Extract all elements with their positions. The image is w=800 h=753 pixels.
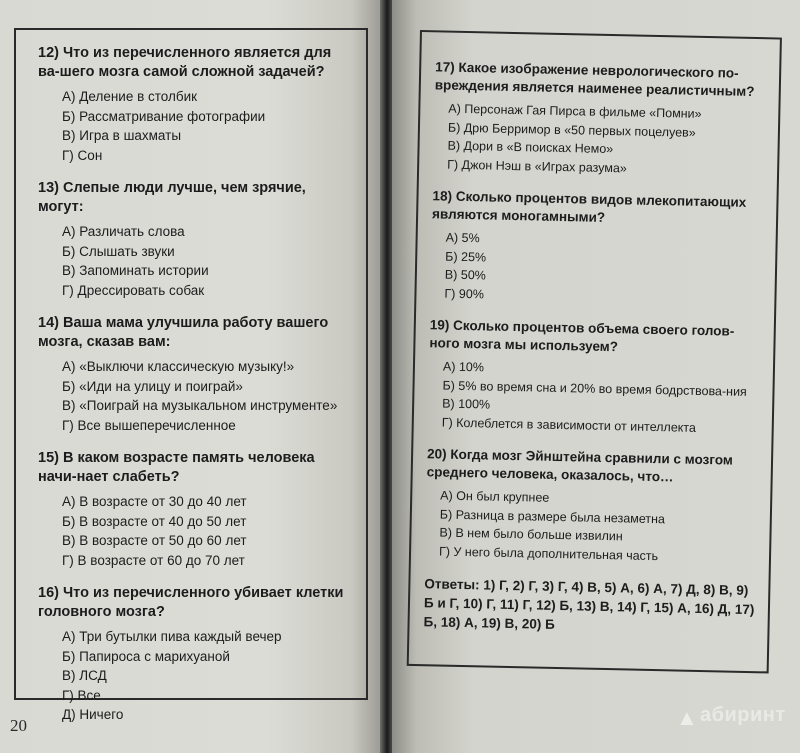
right-page-frame bbox=[407, 30, 782, 673]
answer-option: В) В нем было больше извилин bbox=[439, 525, 623, 544]
question-13 bbox=[38, 179, 350, 300]
answer-option: Б) Дрю Берримор в «50 первых поцелуев» bbox=[447, 120, 696, 140]
answer-option: Б) Рассматривание фотографии bbox=[62, 108, 266, 124]
answer-option: А) 5% bbox=[445, 230, 480, 246]
answer-option: Д) Ничего bbox=[62, 707, 124, 722]
question-title: 14) Ваша мама улучшила работу вашего мозга, сказав вам: bbox=[38, 315, 329, 350]
answer-option: Б) В возрасте от 40 до 50 лет bbox=[62, 513, 247, 529]
question-title: 20) Когда мозг Эйнштейна сравнили с мозгом среднего человека, оказалось, что… bbox=[426, 446, 733, 485]
answer-option: Б) Слышать звуки bbox=[62, 243, 175, 259]
answer-option: А) Различать слова bbox=[62, 224, 185, 239]
answer-option: В) В возрасте от 50 до 60 лет bbox=[62, 533, 247, 548]
question-12 bbox=[38, 44, 350, 165]
answer-option: Г) Все вышеперечисленное bbox=[62, 417, 236, 433]
labirint-logo-icon: ▲ bbox=[676, 705, 699, 730]
answer-option: Г) Колеблется в зависимости от интеллекта bbox=[441, 415, 697, 435]
answer-option: Г) Джон Нэш в «Играх разума» bbox=[447, 157, 627, 175]
right-page bbox=[392, 0, 800, 753]
answer-option: В) «Поиграй на музыкальном инструменте» bbox=[62, 398, 338, 413]
question-title: 19) Сколько процентов объема своего голов-ного мозга мы используем? bbox=[429, 317, 735, 355]
answer-option: А) Он был крупнее bbox=[440, 488, 550, 505]
answer-option: Г) Дрессировать собак bbox=[62, 282, 205, 298]
question-16 bbox=[38, 584, 350, 725]
answer-option: Б) 5% во время сна и 20% во время бодрствова-ния bbox=[442, 378, 747, 399]
question-title: 12) Что из перечисленного является для ва-шего мозга самой сложной задачей? bbox=[38, 45, 332, 80]
answer-option: Г) В возрасте от 60 до 70 лет bbox=[62, 552, 245, 568]
answer-option: А) Три бутылки пива каждый вечер bbox=[62, 629, 282, 644]
question-20 bbox=[425, 445, 761, 567]
answer-option: Б) Разница в размере была незаметна bbox=[439, 507, 666, 526]
answer-key: Ответы: 1) Г, 2) Г, 3) Г, 4) В, 5) А, 6) А, 7) Д, 8) В, 9) Б и Г, 10) Г, 11) Г, 12) Б, 13) В, 14) Г, 15) А, 16) Д, 17) Б, 18) А, 19) В, 20) Б bbox=[423, 576, 755, 632]
answer-option: Г) Сон bbox=[62, 147, 103, 163]
question-17 bbox=[433, 58, 769, 180]
question-14 bbox=[38, 314, 350, 435]
answer-option: А) В возрасте от 30 до 40 лет bbox=[62, 494, 247, 509]
answer-option: Б) 25% bbox=[445, 249, 487, 264]
answer-option: Г) Все bbox=[62, 687, 101, 703]
answer-option: В) Запоминать истории bbox=[62, 263, 209, 278]
answer-option: Б) «Иди на улицу и поиграй» bbox=[62, 378, 243, 394]
question-title: 15) В каком возрасте память человека начи-нает слабеть? bbox=[38, 450, 315, 485]
answer-option: В) 50% bbox=[444, 267, 487, 283]
question-19 bbox=[428, 316, 764, 438]
answer-option: В) 100% bbox=[442, 396, 491, 412]
answer-option: А) Персонаж Гая Пирса в фильме «Помни» bbox=[448, 101, 702, 121]
question-title: 13) Слепые люди лучше, чем зрячие, могут: bbox=[38, 180, 306, 215]
question-15 bbox=[38, 449, 350, 570]
answer-option: А) 10% bbox=[442, 359, 485, 375]
answer-option: Г) У него была дополнительная часть bbox=[438, 544, 659, 563]
answer-option: В) ЛСД bbox=[62, 668, 107, 683]
question-title: 17) Какое изображение неврологического по-вреждения является наименее реалистичным? bbox=[434, 59, 755, 100]
labirint-watermark bbox=[676, 704, 786, 730]
answer-option: В) Игра в шахматы bbox=[62, 128, 182, 143]
page-number: 20 bbox=[10, 716, 27, 735]
answer-option: А) «Выключи классическую музыку!» bbox=[62, 359, 295, 374]
question-18 bbox=[430, 187, 766, 309]
answer-option: А) Деление в столбик bbox=[62, 89, 198, 104]
watermark-text: абиринт bbox=[700, 704, 786, 726]
question-title: 16) Что из перечисленного убивает клетки головного мозга? bbox=[38, 585, 344, 620]
question-title: 18) Сколько процентов видов млекопитающих являются моногамными? bbox=[431, 188, 747, 225]
answer-option: Г) 90% bbox=[444, 286, 485, 301]
answer-option: Б) Папироса с марихуаной bbox=[62, 648, 230, 664]
left-page-frame bbox=[14, 28, 368, 722]
answer-option: В) Дори в «В поисках Немо» bbox=[447, 138, 614, 157]
left-page bbox=[0, 0, 382, 753]
